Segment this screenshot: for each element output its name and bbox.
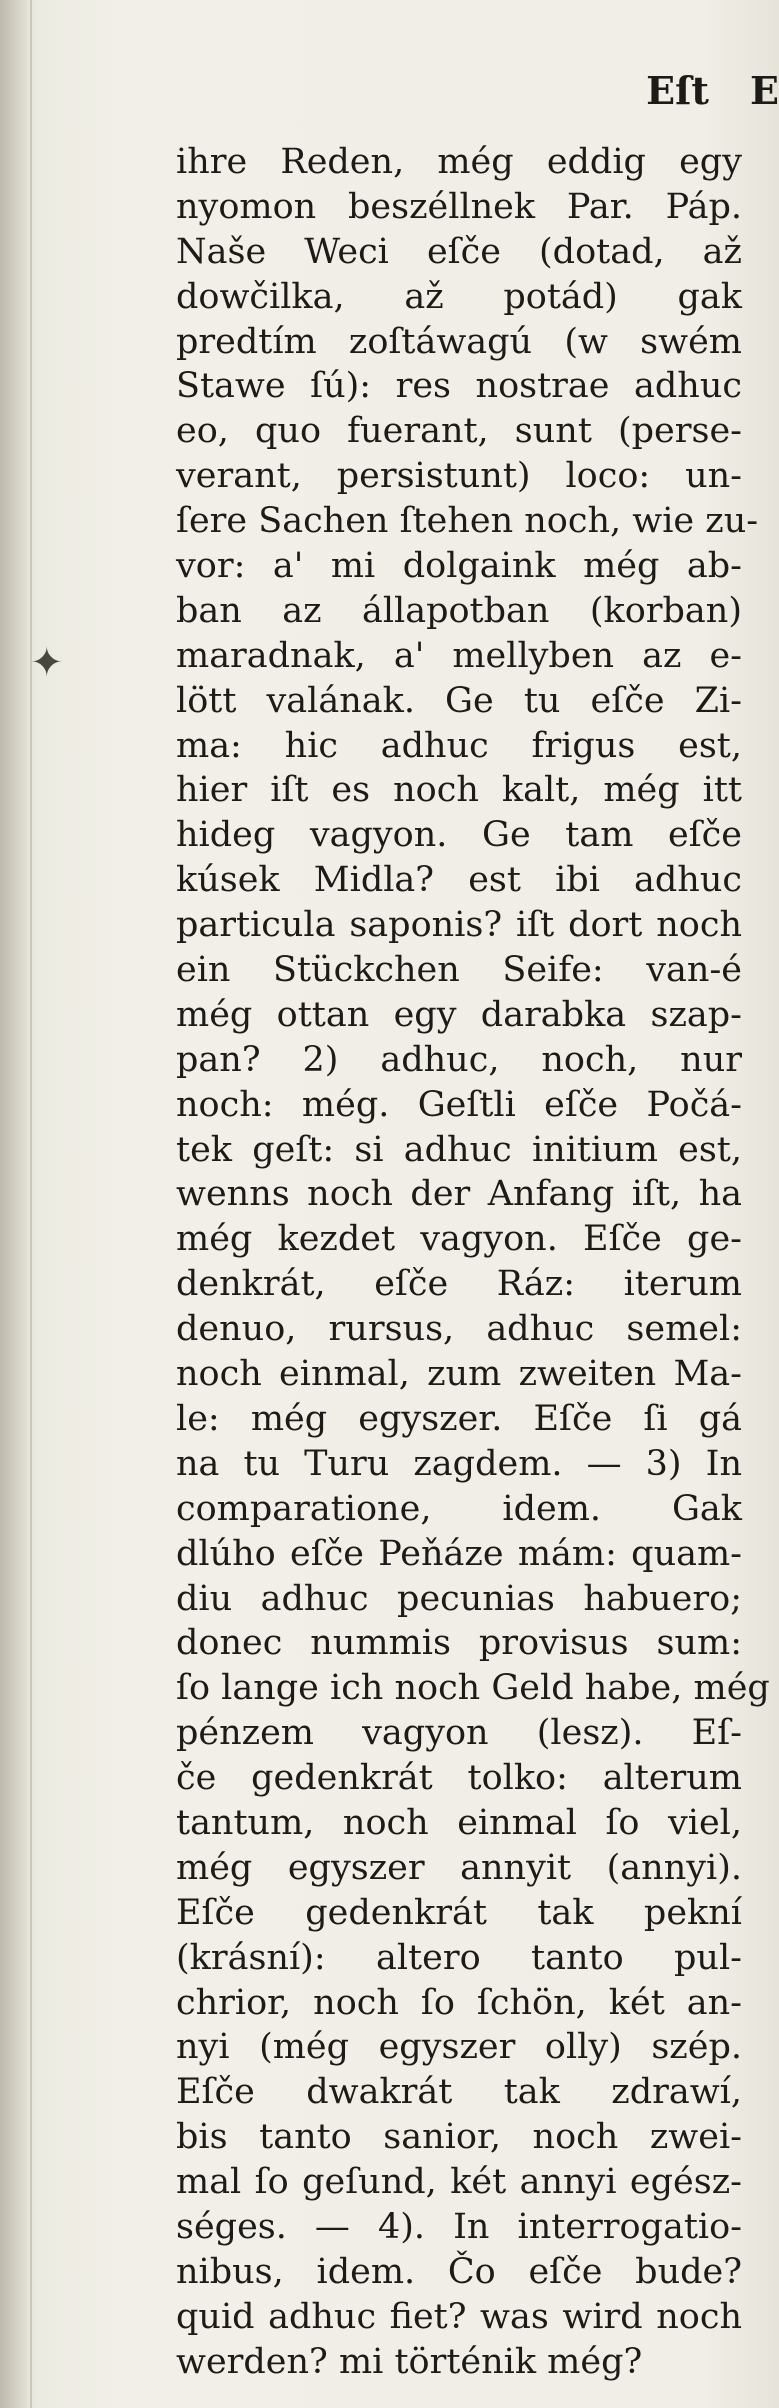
text-line: tek geſt: si adhuc initium est, — [176, 1129, 742, 1170]
text-line: tantum, noch einmal ſo viel, — [176, 1802, 742, 1843]
text-line: Stawe ſú): res nostrae adhuc — [176, 366, 742, 407]
running-header — [519, 68, 779, 128]
text-line: donec nummis provisus sum: — [176, 1623, 742, 1664]
text-line: noch: még. Geſtli eſče Počá- — [176, 1084, 742, 1125]
text-line: denkrát, eſče Ráz: iterum — [176, 1264, 742, 1305]
text-line: denuo, rursus, adhuc semel: — [176, 1309, 742, 1350]
text-line: na tu Turu zagdem. — 3) In — [176, 1443, 742, 1484]
text-line: comparatione, idem. Gak — [176, 1488, 742, 1529]
running-head-letter: E — [750, 68, 779, 113]
text-line: nyomon beszéllnek Par. Páp. — [176, 186, 742, 227]
text-line: kúsek Midla? est ibi adhuc — [176, 860, 742, 901]
text-line: hier iſt es noch kalt, még itt — [176, 770, 742, 811]
text-line: chrior, noch ſo ſchön, két an- — [176, 1982, 742, 2023]
text-line: ban az állapotban (korban) — [176, 590, 742, 631]
text-line: ma: hic adhuc frigus est, — [176, 725, 742, 766]
text-line: diu adhuc pecunias habuero; — [176, 1578, 742, 1619]
dictionary-entry-text — [176, 140, 770, 2385]
text-line: le: még egyszer. Eſče ſi gá — [176, 1398, 742, 1439]
text-line: če gedenkrát tolko: alterum — [176, 1758, 742, 1799]
text-line: ihre Reden, még eddig egy — [176, 142, 742, 182]
text-line: particula saponis? iſt dort noch — [176, 905, 742, 946]
text-line: Naše Weci eſče (dotad, až — [176, 231, 742, 272]
text-line: még egyszer annyit (annyi). — [176, 1847, 742, 1888]
text-line: lött valának. Ge tu eſče Zi- — [176, 680, 742, 721]
text-line: ſere Sachen ſtehen noch, wie zu- — [176, 501, 759, 542]
text-line: pénzem vagyon (lesz). Eſ- — [176, 1713, 742, 1754]
text-line: nyi (még egyszer olly) szép. — [176, 2027, 742, 2068]
text-line: Eſče gedenkrát tak pekní — [176, 1892, 742, 1933]
text-line: predtím zoſtáwagú (w swém — [176, 321, 742, 362]
text-line: vor: a' mi dolgaink még ab- — [176, 546, 742, 587]
text-line: még kezdet vagyon. Eſče ge- — [176, 1219, 742, 1260]
text-line: nibus, idem. Čo eſče bude? — [176, 2251, 742, 2292]
text-line: mal ſo geſund, két annyi egész- — [176, 2162, 742, 2203]
text-line: ein Stückchen Seife: van-é — [176, 950, 742, 991]
text-line: séges. — 4). In interrogatio- — [176, 2206, 742, 2247]
text-line: (krásní): altero tanto pul- — [176, 1937, 742, 1978]
gutter-edge — [30, 0, 32, 2408]
text-line: werden? mi történik még? — [176, 2341, 643, 2382]
text-line: noch einmal, zum zweiten Ma- — [176, 1354, 742, 1395]
text-line: még ottan egy darabka szap- — [176, 994, 742, 1035]
text-line: Eſče dwakrát tak zdrawí, — [176, 2072, 742, 2113]
text-line: pan? 2) adhuc, noch, nur — [176, 1039, 742, 1080]
text-line: verant, persistunt) loco: un- — [176, 456, 742, 497]
margin-mark: ✦ — [30, 640, 64, 686]
text-line: ſo lange ich noch Geld habe, még — [176, 1668, 770, 1709]
text-line: wenns noch der Anfang iſt, ha — [176, 1174, 742, 1215]
text-line: dowčilka, až potád) gak — [176, 276, 742, 317]
text-line: eo, quo fuerant, sunt (perse- — [176, 411, 742, 452]
text-line: bis tanto sanior, noch zwei- — [176, 2117, 742, 2158]
text-line: hideg vagyon. Ge tam eſče — [176, 815, 742, 856]
text-line: dlúho eſče Peňáze mám: quam- — [176, 1533, 742, 1574]
text-line: maradnak, a' mellyben az e- — [176, 635, 742, 676]
page-gutter — [0, 0, 28, 2408]
text-line: quid adhuc fiet? was wird noch — [176, 2296, 742, 2337]
running-head-word: Eſt — [646, 68, 709, 113]
